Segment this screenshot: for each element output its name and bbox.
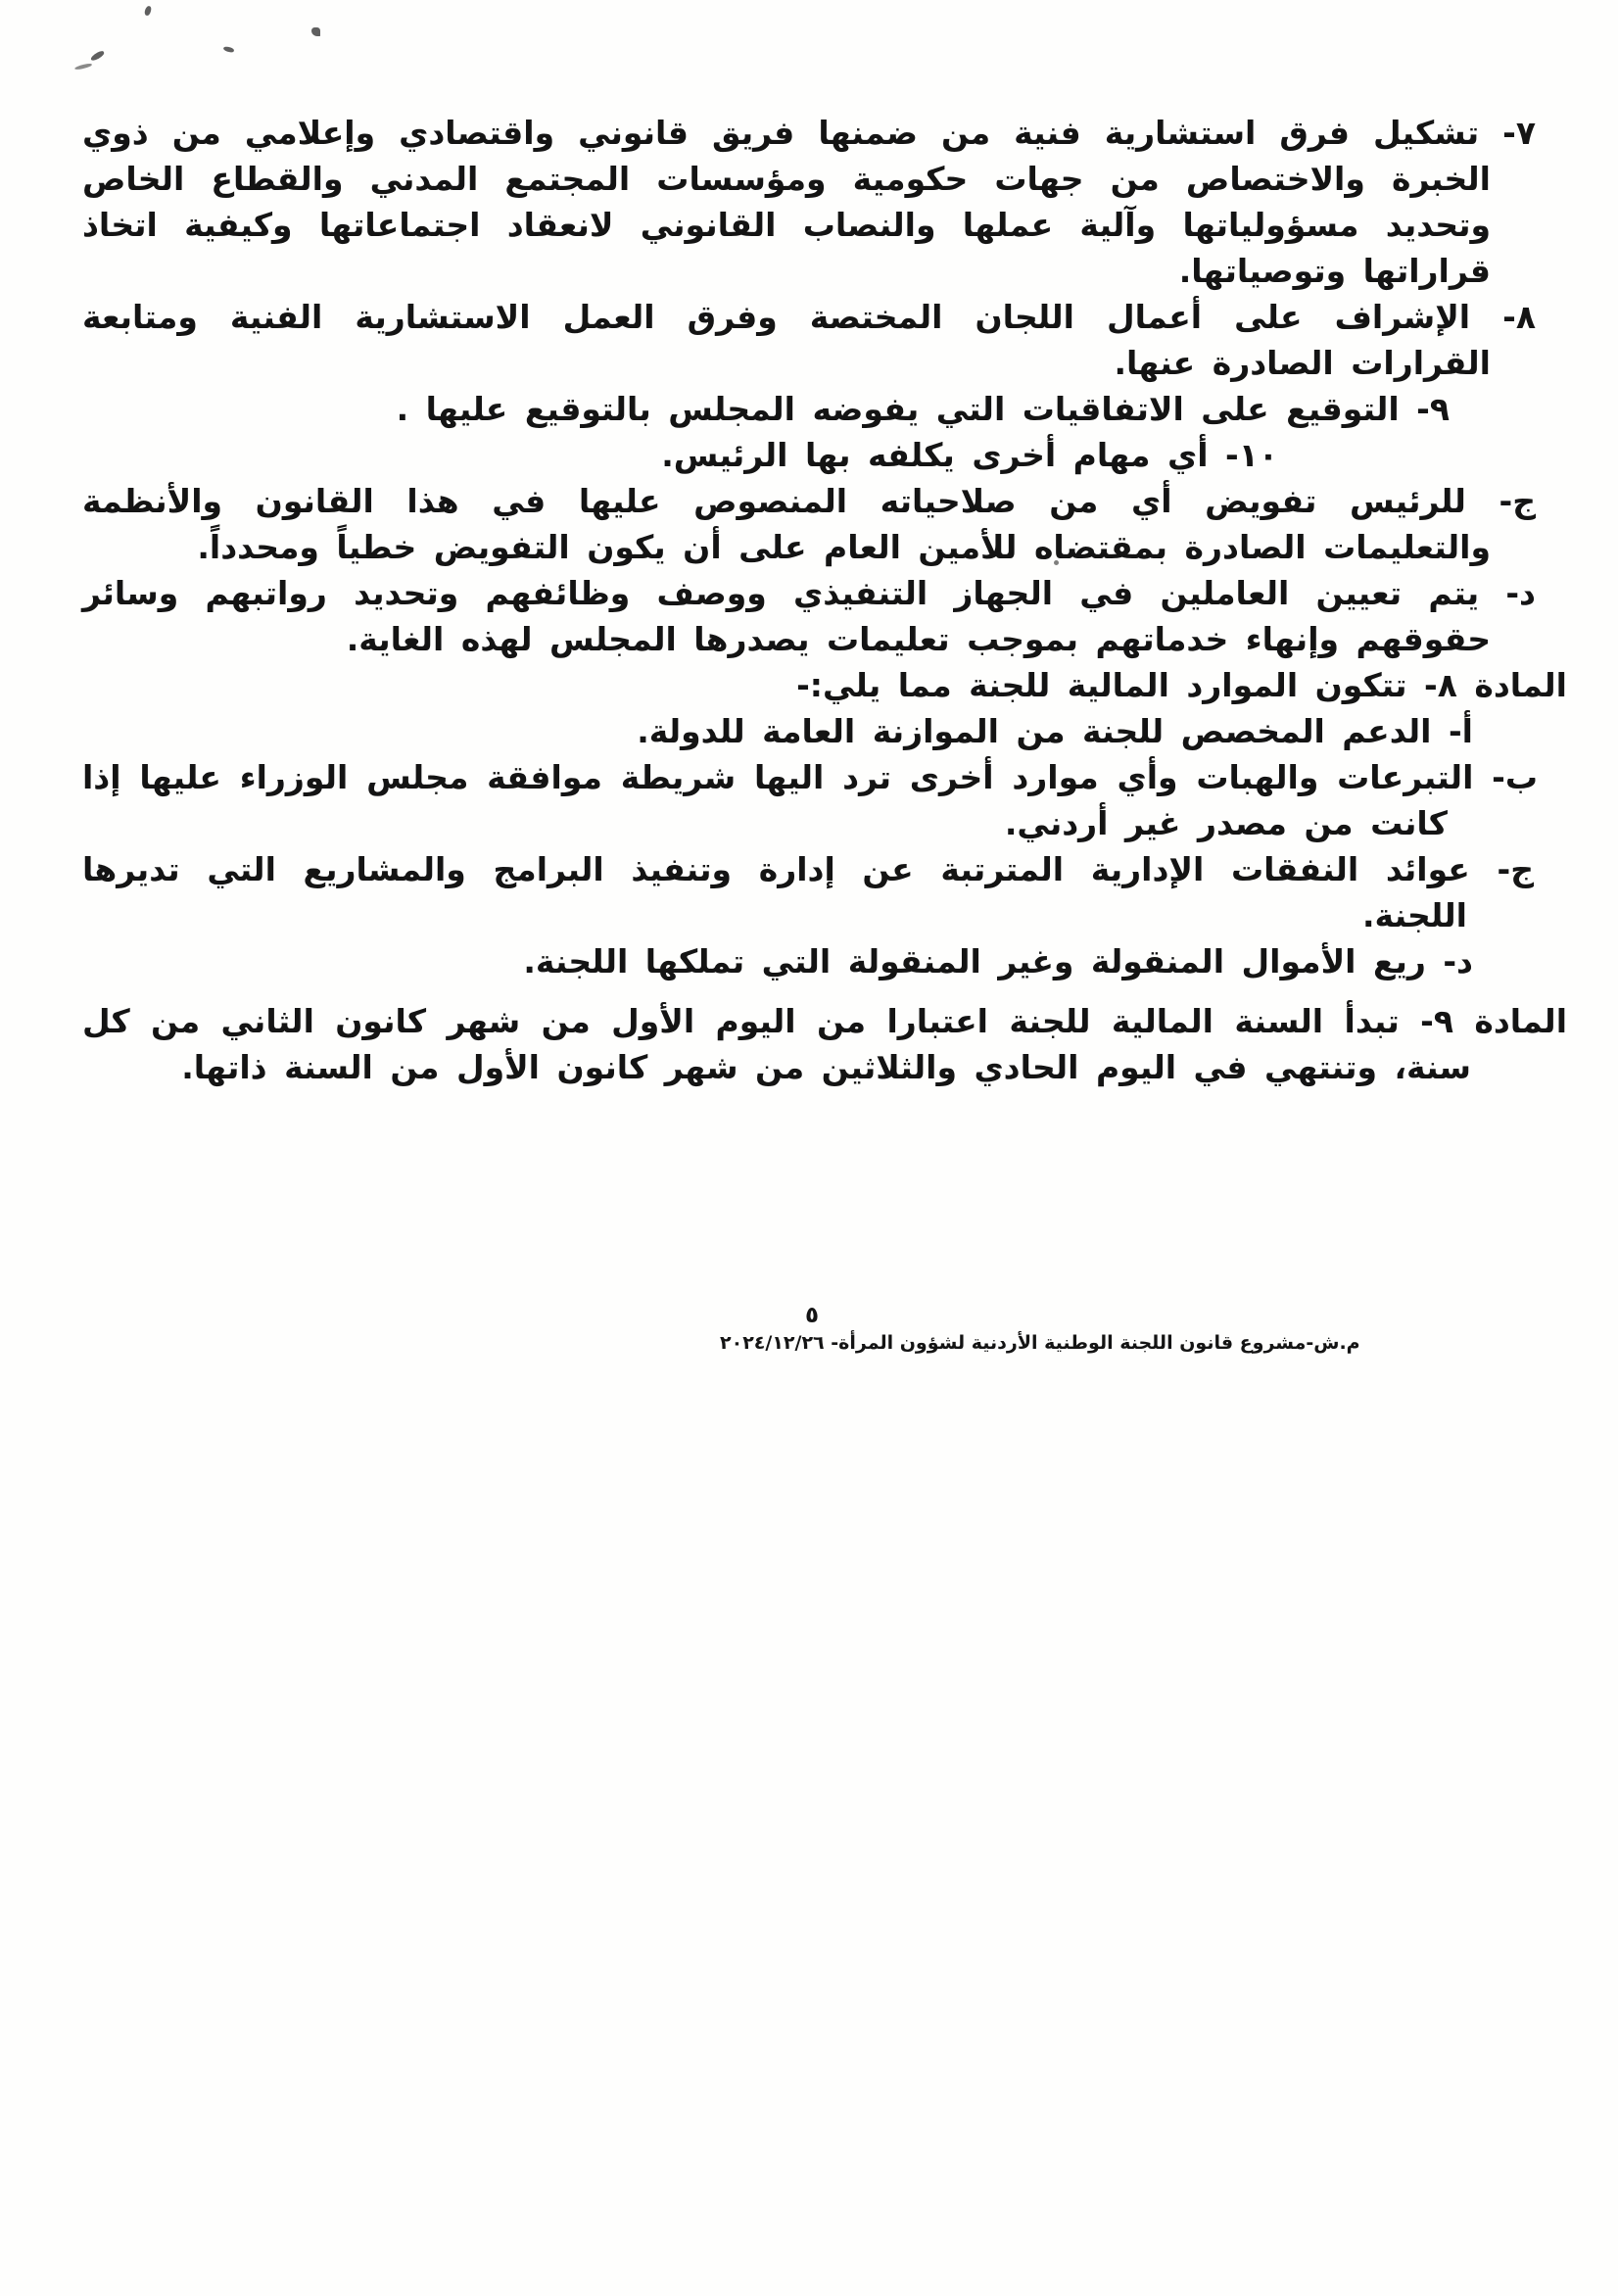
article-8-item-alef: أ- الدعم المخصص للجنة من الموازنة العامة للدولة.	[637, 712, 1473, 750]
footer-reference: م.ش-مشروع قانون اللجنة الوطنية الأردنية لشؤون المرأة- ٢٠٢٤/١٢/٢٦	[720, 1332, 1360, 1354]
document-body	[82, 110, 1567, 1090]
scan-artifact	[74, 63, 92, 71]
article-8-item-dal: د- ريع الأموال المنقولة وغير المنقولة التي تملكها اللجنة.	[523, 942, 1473, 981]
scan-artifact	[311, 27, 320, 36]
article-8-item-ba: ب- التبرعات والهبات وأي موارد أخرى ترد اليها شريطة موافقة مجلس الوزراء عليها إذا كانت من مصدر غير أردني.	[82, 758, 1538, 842]
article-8-heading: المادة ٨- تتكون الموارد المالية للجنة مما يلي:-	[796, 666, 1567, 704]
list-item-8: ٨- الإشراف على أعمال اللجان المختصة وفرق العمل الاستشارية الفنية ومتابعة القرارات الصادرة عنها.	[82, 298, 1536, 382]
article-8-item-jeem: ج- عوائد النفقات الإدارية المترتبة عن إدارة وتنفيذ البرامج والمشاريع التي تديرها اللجنة.	[82, 850, 1534, 934]
list-item-9: ٩- التوقيع على الاتفاقيات التي يفوضه المجلس بالتوقيع عليها .	[396, 390, 1450, 428]
scan-artifact	[89, 50, 105, 62]
clause-jeem: ج- للرئيس تفويض أي من صلاحياته المنصوص عليها في هذا القانون والأنظمة والتعليمات الصادرة بمقتضاه للأمين العام على أن يكون التفويض خطياً ومحدداً.	[82, 482, 1536, 566]
scan-artifact	[222, 45, 234, 53]
clause-dal: د- يتم تعيين العاملين في الجهاز التنفيذي ووصف وظائفهم وتحديد رواتبهم وسائر حقوقهم وإنهاء خدماتهم بموجب تعليمات يصدرها المجلس لهذه الغاية.	[82, 574, 1536, 658]
list-item-10: ١٠- أي مهام أخرى يكلفه بها الرئيس.	[661, 436, 1278, 474]
page-number: ٥	[805, 1303, 820, 1328]
list-item-7: ٧- تشكيل فرق استشارية فنية من ضمنها فريق قانوني واقتصادي وإعلامي من ذوي الخبرة والاختصاص من جهات حكومية ومؤسسات المجتمع المدني والقطاع الخاص وتحديد مسؤولياتها وآلية عملها والنصاب القانوني لانعقاد اجتماعاتها وكيفية اتخاذ قراراتها وتوصياتها.	[82, 114, 1536, 290]
scan-artifact	[144, 5, 152, 16]
article-9: المادة ٩- تبدأ السنة المالية للجنة اعتبارا من اليوم الأول من شهر كانون الثاني من كل سنة، وتنتهي في اليوم الحادي والثلاثين من شهر كانون الأول من السنة ذاتها.	[82, 1002, 1568, 1086]
